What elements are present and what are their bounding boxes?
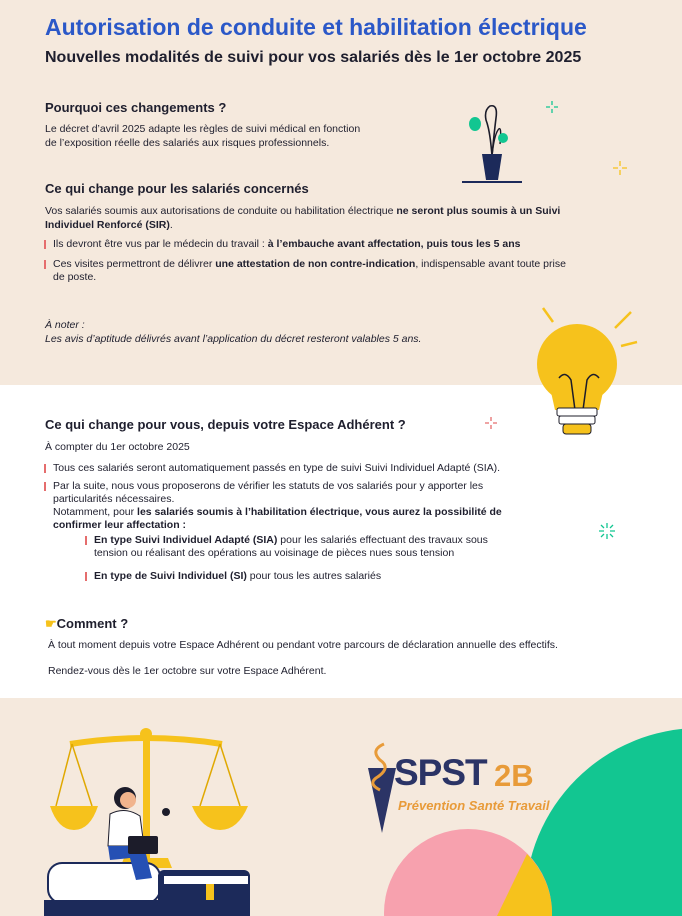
logo-name: SPST [394,752,487,793]
logo-tagline: Prévention Santé Travail [398,798,550,813]
sub-list-item: En type de Suivi Individuel (SI) pour tous les autres salariés [94,570,554,583]
paragraph-how-line2: Rendez-vous dès le 1er octobre sur votre Espace Adhérent. [48,665,327,677]
sparkle-icon [598,522,616,540]
sparkle-icon [484,416,498,430]
list-item: Ces visites permettront de délivrer une attestation de non contre-indication, indispensable avant toute prise de poste. [53,258,633,284]
page-title: Autorisation de conduite et habilitation électrique [45,14,587,40]
paragraph-why-line2: de l’exposition réelle des salariés aux risques professionnels. [45,137,330,149]
section-heading-why: Pourquoi ces changements ? [45,100,227,115]
paragraph-why-line1: Le décret d’avril 2025 adapte les règles de suivi médical en fonction [45,123,361,135]
effective-date: À compter du 1er octobre 2025 [45,441,190,453]
sub-list-item: En type Suivi Individuel Adapté (SIA) pour les salariés effectuant des travaux sous tension ou réalisant des opérations au voisinage de pièces nues sous tension [94,534,554,560]
spst2b-logo [362,738,562,838]
sparkle-icon [545,100,559,114]
lightbulb-icon [525,300,640,450]
paragraph-how-line1: À tout moment depuis votre Espace Adhérent ou pendant votre parcours de déclaration annuelle des effectifs. [48,639,558,651]
paragraph-changes-intro: Vos salariés soumis aux autorisations de conduite ou habilitation électrique ne seront plus soumis à un Suivi Individuel Renforcé (SIR). [45,205,561,231]
note-label: À noter : [45,319,85,331]
scales-icon [40,718,260,916]
logo-suffix: 2B [494,758,534,793]
page-subtitle: Nouvelles modalités de suivi pour vos salariés dès le 1er octobre 2025 [45,49,582,66]
footer-section [0,698,682,916]
note-text: Les avis d’aptitude délivrés avant l’application du décret resteront valables 5 ans. [45,333,422,345]
section-heading-member-space: Ce qui change pour vous, depuis votre Espace Adhérent ? [45,417,406,432]
list-item: Ils devront être vus par le médecin du travail : à l’embauche avant affectation, puis tous les 5 ans [53,238,633,251]
list-item: Tous ces salariés seront automatiquement passés en type de suivi Suivi Individuel Adapté (SIA). [53,462,613,475]
plant-icon [462,100,522,186]
pointing-hand-icon: ☛ [45,616,57,631]
list-item: Par la suite, nous vous proposerons de vérifier les statuts de vos salariés pour y apporter les particularités nécessaires. Notamment, pour les salariés soumis à l’habilitation électrique, vous aurez la possibilité de confirmer leur affectation : [53,480,613,532]
section-heading-how: ☛Comment ? [45,616,129,631]
sparkle-icon [612,160,628,176]
section-heading-changes-employees: Ce qui change pour les salariés concernés [45,181,309,196]
